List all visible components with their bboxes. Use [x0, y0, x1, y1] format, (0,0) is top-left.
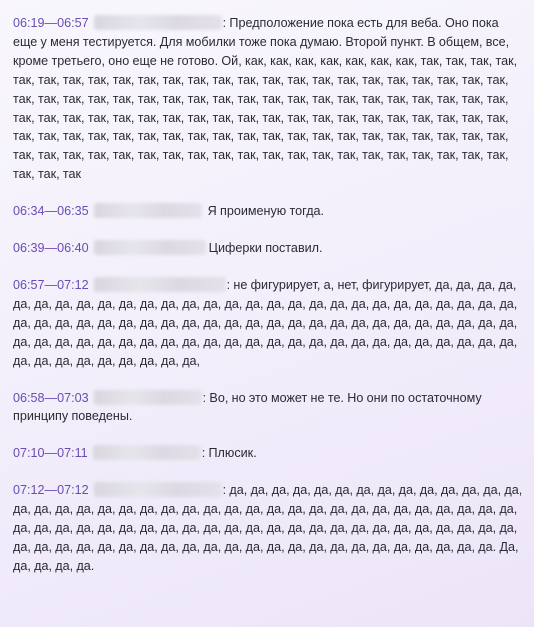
- redacted-speaker-name: [94, 277, 226, 292]
- timestamp[interactable]: 07:10—07:11: [13, 446, 88, 461]
- utterance-text: : да, да, да, да, да, да, да, да, да, да, да, да, да, да, да, да, да, да, да, да, да, да, да, да, да, да, да, да, да, да, да, да, да, да, да, да, да, да, да, да, да, да, да, да, да, да, да, да, да, да, да, да, да, да, да, да, да, да, да, да, да, да, да, да, да, да, да, да, да, да, да, да, да, да, да, да, да, да, да, да, да, да, да, да, да. Да, да, да, да, да.: [13, 483, 523, 573]
- transcript-entry: [13, 239, 524, 258]
- utterance-text: : не фигурирует, а, нет, фигурирует, да, да, да, да, да, да, да, да, да, да, да, да, да, да, да, да, да, да, да, да, да, да, да, да, да, да, да, да, да, да, да, да, да, да, да, да, да, да, да, да, да, да, да, да, да, да, да, да, да, да, да, да, да, да, да, да, да, да, да, да, да, да, да, да, да, да, да, да, да, да, да, да, да, да, да, да, да, да, да, да, да, да, да, да, да,: [13, 277, 518, 368]
- utterance-text: Циферки поставил.: [208, 241, 323, 256]
- utterance-text: Я проименую тогда.: [207, 204, 325, 219]
- redacted-speaker-name: [93, 445, 201, 460]
- redacted-speaker-name: [94, 240, 206, 255]
- utterance-text: : Плюсик.: [201, 446, 257, 461]
- transcript-entry: [13, 444, 524, 463]
- transcript-entry: [13, 14, 524, 184]
- transcript-entry: [13, 202, 524, 221]
- transcript-entry: [13, 389, 524, 427]
- timestamp[interactable]: 07:12—07:12: [13, 483, 89, 498]
- redacted-speaker-name: [94, 15, 222, 30]
- transcript-entry: [13, 276, 524, 371]
- redacted-speaker-name: [94, 482, 222, 497]
- timestamp[interactable]: 06:57—07:12: [13, 277, 89, 292]
- utterance-text: : Во, но это может не те. Но они по остаточному принципу поведены.: [13, 390, 482, 424]
- transcript-entry: [13, 481, 524, 576]
- timestamp[interactable]: 06:39—06:40: [13, 241, 89, 256]
- utterance-text: : Предположение пока есть для веба. Оно пока еще у меня тестируется. Для мобилки тоже пока думаю. Второй пункт. В общем, все, кроме третьего, оно еще не готово. Ой, как, как, как, как, как, как, как, так, так, так, так, так, так, так, так, так, так, так, так, так, так, так, так, так, так, так, так, так, так, так, так, так, так, так, так, так, так, так, так, так, так, так, так, так, так, так, так, так, так, так, так, так, так, так, так, так, так, так, так, так, так, так, так, так, так, так, так, так, так, так, так, так, так, так, так, так, так, так, так, так, так, так, так, так, так, так, так, так, так, так, так, так, так, так, так, так, так, так, так, так, так, так, так, так, так, так, так, так, так, так, так, так, так, так: [13, 16, 518, 182]
- timestamp[interactable]: 06:58—07:03: [13, 390, 89, 405]
- redacted-speaker-name: [94, 390, 202, 405]
- timestamp[interactable]: 06:34—06:35: [13, 204, 89, 219]
- redacted-speaker-name: [94, 203, 202, 218]
- timestamp[interactable]: 06:19—06:57: [13, 16, 89, 30]
